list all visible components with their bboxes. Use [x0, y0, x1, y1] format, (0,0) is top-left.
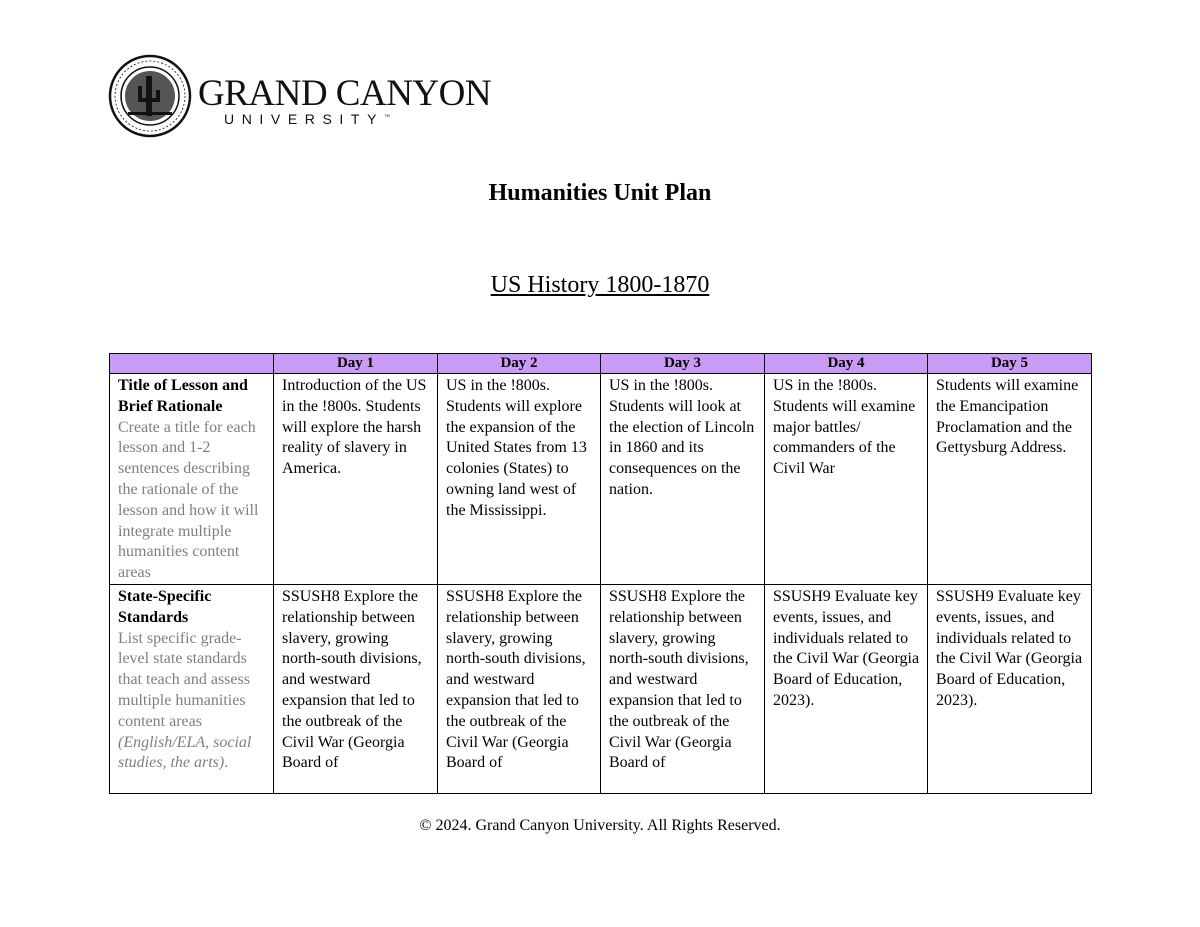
- row-guidance-text: Create a title for each lesson and 1-2 sentences describing the rationale of the lesson and how it will integrate multiple humanities content areas: [118, 418, 259, 582]
- guidance-text-end: .: [224, 754, 229, 772]
- table-row: [110, 374, 1092, 585]
- header-cell-day-4: Day 4: [765, 354, 928, 374]
- guidance-text-main: List specific grade-level state standards that teach and assess multiple humanities content areas: [118, 629, 250, 730]
- header-cell-day-3: Day 3: [601, 354, 765, 374]
- logo-name: GRAND CANYON: [198, 73, 492, 114]
- row-header-title-rationale: [110, 374, 274, 585]
- table-header-row: [110, 354, 1092, 374]
- table-row: [110, 584, 1092, 793]
- table-cell: SSUSH8 Explore the relationship between slavery, growing north-south divisions, and westward expansion that led to the outbreak of the Civil War (Georgia Board of: [274, 584, 438, 793]
- header-cell-day-5: Day 5: [928, 354, 1092, 374]
- header-cell-blank: [110, 354, 274, 374]
- copyright-footer: © 2024. Grand Canyon University. All Rights Reserved.: [419, 817, 781, 834]
- header-cell-day-2: Day 2: [438, 354, 601, 374]
- table-cell: US in the !800s. Students will explore the expansion of the United States from 13 colonies (States) to owning land west of the Mississippi.: [438, 374, 601, 585]
- table-cell: Students will examine the Emancipation Proclamation and the Gettysburg Address.: [928, 374, 1092, 585]
- row-header-label: Title of Lesson and Brief Rationale: [118, 377, 248, 415]
- guidance-text-italic: (English/ELA, social studies, the arts): [118, 733, 252, 772]
- unit-plan-table: [109, 353, 1092, 794]
- wordmark: [198, 74, 491, 127]
- university-seal-icon: [108, 54, 192, 138]
- row-header-label: State-Specific Standards: [118, 587, 212, 626]
- table-cell: SSUSH9 Evaluate key events, issues, and individuals related to the Civil War (Georgia Board of Education, 2023).: [928, 584, 1092, 793]
- table-cell: Introduction of the US in the !800s. Students will explore the harsh reality of slavery in America.: [274, 374, 438, 585]
- header-cell-day-1: Day 1: [274, 354, 438, 374]
- table-cell: SSUSH9 Evaluate key events, issues, and individuals related to the Civil War (Georgia Board of Education, 2023).: [765, 584, 928, 793]
- row-guidance-text: [118, 629, 267, 775]
- table-cell: US in the !800s. Students will examine major battles/ commanders of the Civil War: [765, 374, 928, 585]
- row-header-standards: [110, 584, 274, 793]
- table-cell: SSUSH8 Explore the relationship between slavery, growing north-south divisions, and westward expansion that led to the outbreak of the Civil War (Georgia Board of: [601, 584, 765, 793]
- unit-subtitle: US History 1800-1870: [490, 272, 710, 298]
- table-cell: SSUSH8 Explore the relationship between slavery, growing north-south divisions, and westward expansion that led to the outbreak of the Civil War (Georgia Board of: [438, 584, 601, 793]
- gcu-logo: [108, 54, 492, 142]
- table-cell: US in the !800s. Students will look at the election of Lincoln in 1860 and its consequences on the nation.: [601, 374, 765, 585]
- trademark-symbol: ™: [384, 114, 391, 121]
- page-title: Humanities Unit Plan: [488, 180, 712, 206]
- logo-subtitle: UNIVERSITY: [224, 111, 385, 127]
